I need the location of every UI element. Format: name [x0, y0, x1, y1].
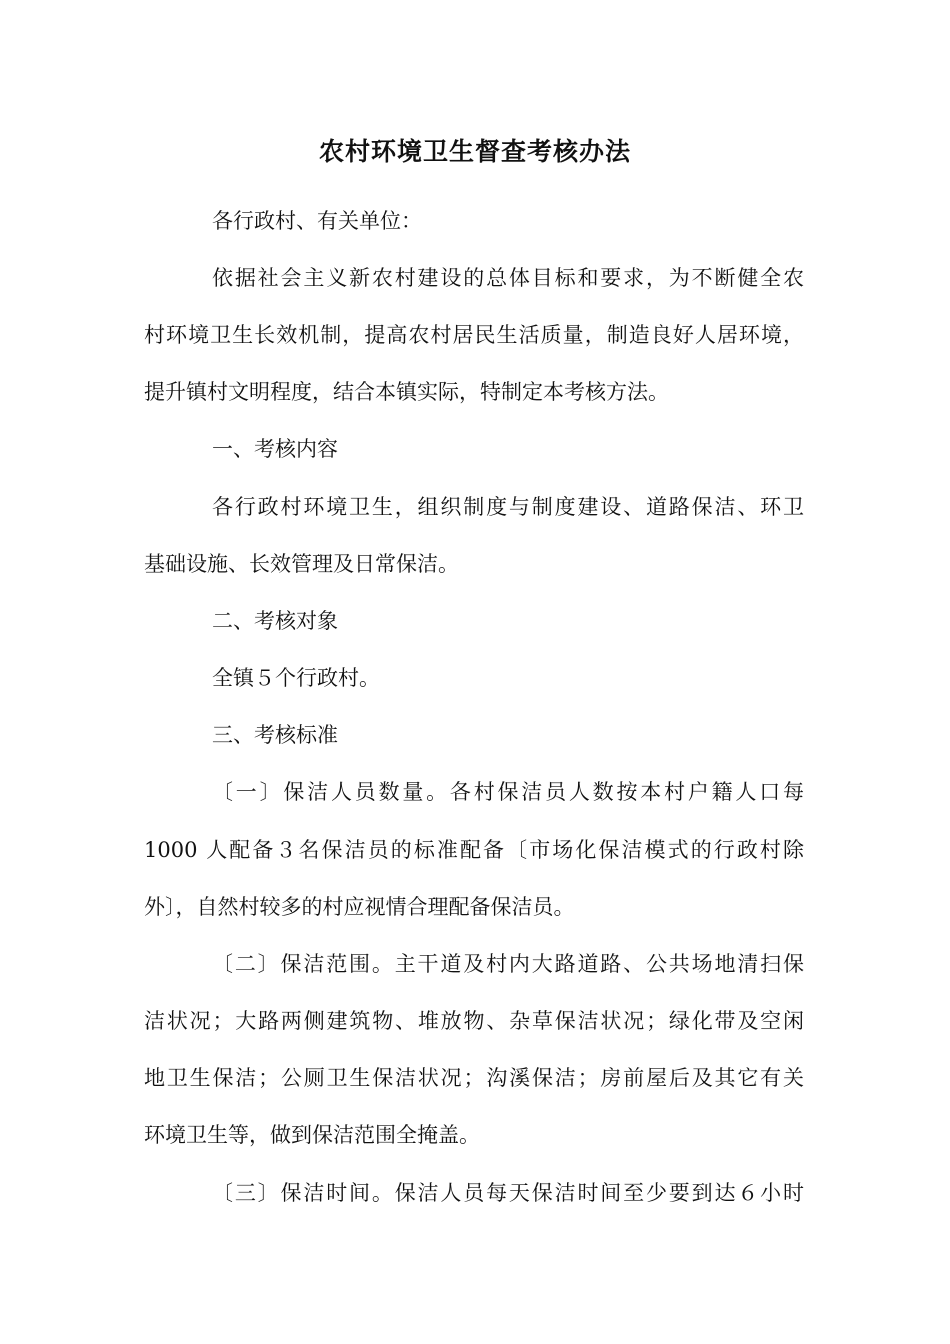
paragraph-line: 环境卫生等，做到保洁范围全掩盖。 — [144, 1123, 480, 1147]
paragraph-line: 外〕，自然村较多的村应视情合理配备保洁员。 — [144, 895, 575, 919]
document-title: 农村环境卫生督查考核办法 — [318, 137, 631, 166]
paragraph-line: 〔一〕保洁人员数量。各村保洁员人数按本村户籍人口每 — [212, 780, 804, 804]
paragraph-line: 〔二〕保洁范围。主干道及村内大路道路、公共场地清扫保 — [212, 952, 804, 976]
paragraph-line: 村环境卫生长效机制，提高农村居民生活质量，制造良好人居环境， — [144, 323, 804, 347]
section-heading: 二、考核对象 — [212, 609, 338, 633]
paragraph-line: 〔三〕保洁时间。保洁人员每天保洁时间至少要到达６小时 — [212, 1181, 804, 1205]
paragraph-line: 洁状况；大路两侧建筑物、堆放物、杂草保洁状况；绿化带及空闲 — [144, 1009, 804, 1033]
paragraph-line: 提升镇村文明程度，结合本镇实际，特制定本考核方法。 — [144, 380, 669, 404]
salutation: 各行政村、有关单位： — [212, 209, 422, 233]
paragraph-line: 1000 人配备３名保洁员的标准配备〔市场化保洁模式的行政村除 — [144, 838, 804, 862]
section-heading: 一、考核内容 — [212, 437, 338, 461]
paragraph-line: 依据社会主义新农村建设的总体目标和要求，为不断健全农 — [212, 266, 804, 290]
paragraph-line: 各行政村环境卫生，组织制度与制度建设、道路保洁、环卫 — [212, 495, 804, 519]
section-heading: 三、考核标准 — [212, 723, 338, 747]
paragraph-line: 地卫生保洁；公厕卫生保洁状况；沟溪保洁；房前屋后及其它有关 — [144, 1066, 804, 1090]
paragraph-line: 全镇５个行政村。 — [212, 666, 380, 690]
paragraph-line: 基础设施、长效管理及日常保洁。 — [144, 552, 459, 576]
